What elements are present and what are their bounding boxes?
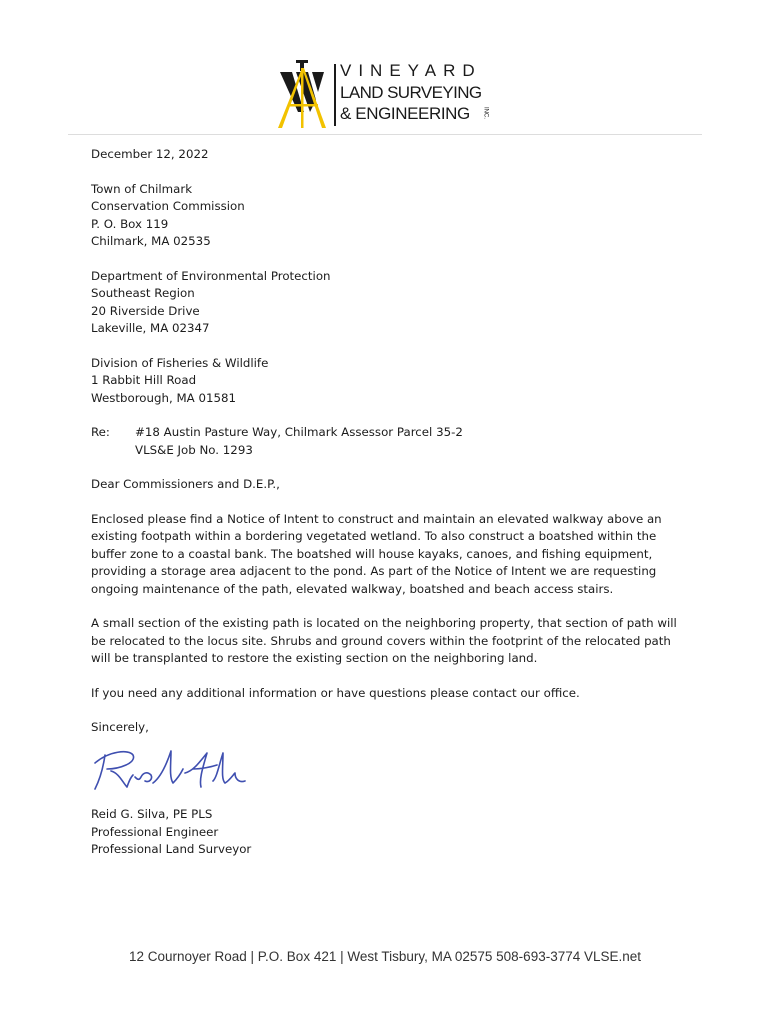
signer-title-1: Professional Engineer	[91, 824, 219, 839]
subject-line-1: #18 Austin Pasture Way, Chilmark Assessor Parcel 35-2	[135, 425, 463, 439]
subject-text	[135, 424, 463, 459]
address-line: Southeast Region	[91, 286, 195, 300]
address-line: Department of Environmental Protection	[91, 268, 331, 283]
logo-divider	[334, 64, 336, 126]
letter-body	[91, 146, 691, 859]
letterhead	[274, 60, 514, 132]
company-logo-icon	[274, 60, 330, 130]
header-rule	[68, 134, 702, 135]
address-line: Lakeville, MA 02347	[91, 321, 210, 335]
company-inc: INC.	[482, 107, 489, 119]
subject-line-2: VLS&E Job No. 1293	[135, 442, 253, 457]
address-line: 1 Rabbit Hill Road	[91, 373, 197, 387]
letterhead-footer: 12 Cournoyer Road | P.O. Box 421 | West Tisbury, MA 02575 508-693-3774 VLSE.net	[128, 949, 642, 964]
company-name-line3: & ENGINEERING INC.	[340, 103, 482, 124]
address-line: Chilmark, MA 02535	[91, 234, 211, 248]
address-line: P. O. Box 119	[91, 216, 169, 231]
closing: Sincerely,	[91, 720, 149, 734]
company-name-line2: LAND SURVEYING	[340, 83, 482, 102]
address-line: Conservation Commission	[91, 199, 245, 213]
address-line: Town of Chilmark	[91, 181, 193, 196]
signer-title-2: Professional Land Surveyor	[91, 842, 252, 856]
recipient-address-1	[91, 181, 691, 251]
salutation: Dear Commissioners and D.E.P.,	[91, 477, 280, 491]
body-paragraph-3: If you need any additional information or have questions please contact our office.	[91, 685, 580, 700]
signer-name: Reid G. Silva, PE PLS	[91, 807, 213, 821]
body-paragraph-2: A small section of the existing path is located on the neighboring property, that section of path will be relocated to the locus site. Shrubs and ground covers within the footprint of the relocated path will be transplanted to restore the existing section on the neighboring land.	[91, 616, 677, 665]
company-name-line1: VINEYARD	[340, 61, 482, 80]
company-name	[340, 60, 489, 124]
letter-date: December 12, 2022	[91, 147, 209, 161]
address-line: 20 Riverside Drive	[91, 303, 200, 318]
address-line: Division of Fisheries & Wildlife	[91, 355, 269, 370]
address-line: Westborough, MA 01581	[91, 390, 236, 405]
signer-block	[91, 806, 691, 859]
recipient-address-3	[91, 355, 691, 408]
handwritten-signature	[89, 743, 259, 801]
recipient-address-2	[91, 268, 691, 338]
body-paragraph-1: Enclosed please find a Notice of Intent to construct and maintain an elevated walkway above an existing footpath within a bordering vegetated wetland. To also construct a boatshed within the buffer zone to a coastal bank. The boatshed will house kayaks, canoes, and fishing equipment, providing a storage area adjacent to the pond. As part of the Notice of Intent we are requesting ongoing maintenance of the path, elevated walkway, boatshed and beach access stairs.	[91, 511, 662, 596]
subject-line	[91, 424, 691, 459]
subject-label: Re:	[91, 425, 110, 439]
